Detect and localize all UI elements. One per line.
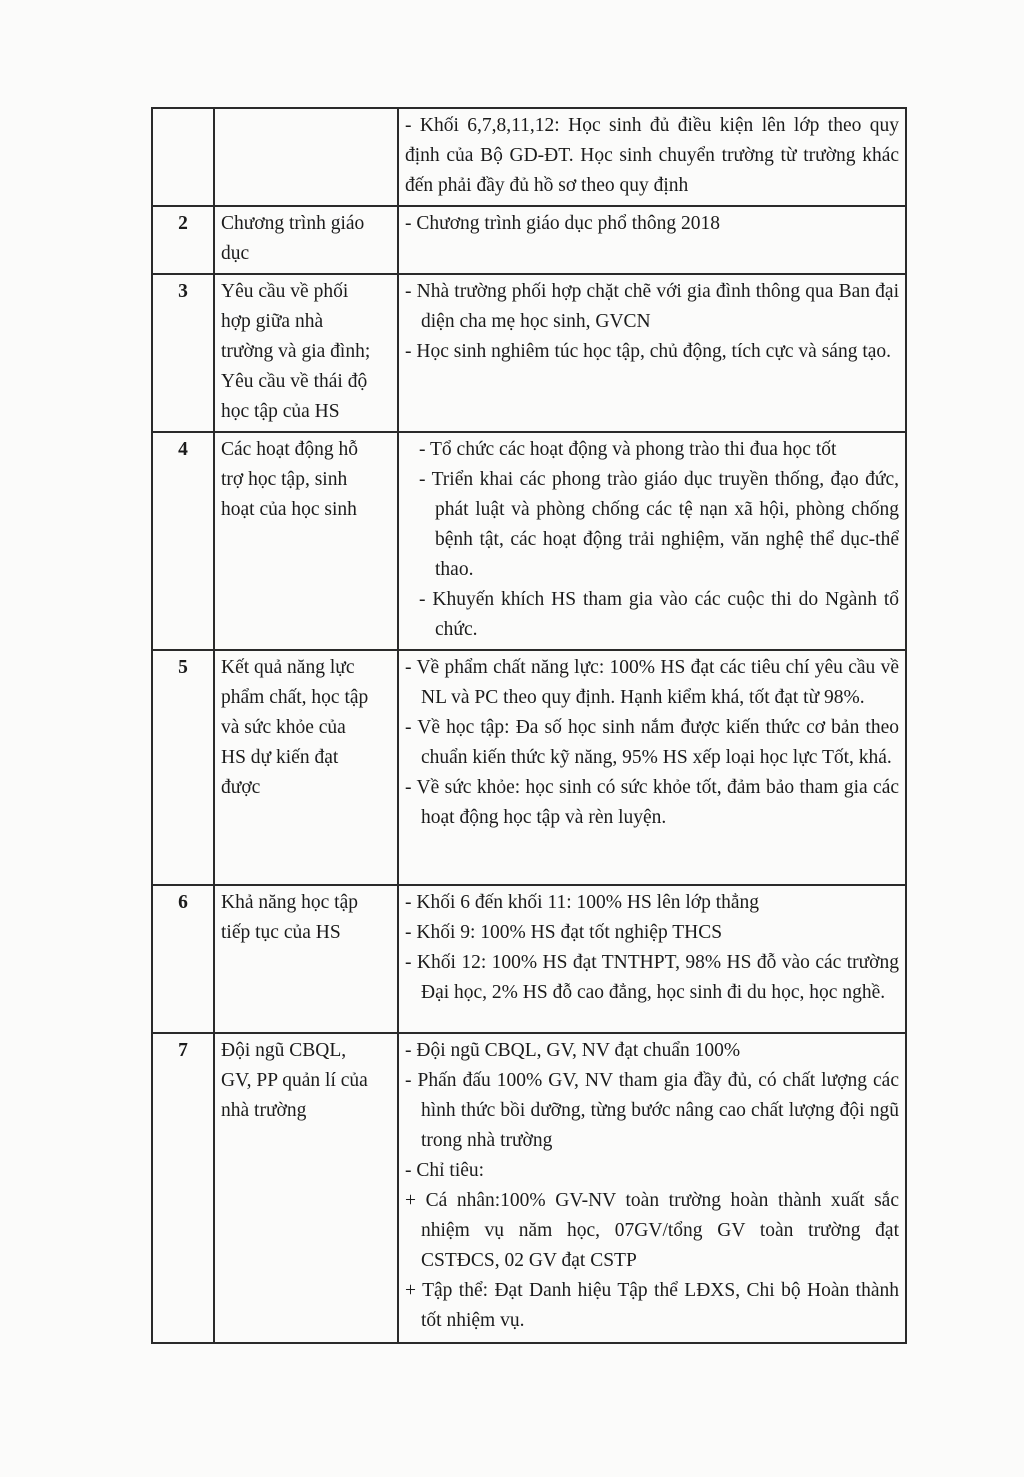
row-number: 2	[152, 206, 214, 274]
row-number: 3	[152, 274, 214, 432]
content-item: - Khối 9: 100% HS đạt tốt nghiệp THCS	[405, 922, 723, 943]
content-item: - Đội ngũ CBQL, GV, NV đạt chuẩn 100%	[405, 1040, 741, 1061]
title-line: Yêu cầu về thái độ	[221, 371, 368, 392]
row-title	[214, 1033, 398, 1343]
title-line: GV, PP quản lí của	[221, 1070, 368, 1091]
title-line: và sức khỏe của	[221, 717, 346, 738]
row-content	[398, 206, 906, 274]
title-line: tiếp tục của HS	[221, 922, 341, 943]
title-line: dục	[221, 243, 250, 264]
table-row	[152, 432, 906, 650]
table-row	[152, 1033, 906, 1343]
row-content	[398, 432, 906, 650]
title-line: hợp giữa nhà	[221, 311, 324, 332]
row-number: 7	[152, 1033, 214, 1343]
row-title	[214, 274, 398, 432]
title-line: Các hoạt động hỗ	[221, 439, 359, 460]
title-line: trợ học tập, sinh	[221, 469, 348, 490]
content-item: - Tổ chức các hoạt động và phong trào thi đua học tốt	[419, 439, 837, 460]
content-item: - Chương trình giáo dục phổ thông 2018	[405, 213, 720, 234]
title-line: Kết quả năng lực	[221, 657, 355, 678]
row-content	[398, 274, 906, 432]
row-number: 6	[152, 885, 214, 1033]
title-line: HS dự kiến đạt	[221, 747, 339, 768]
content-item: - Khuyến khích HS tham gia vào các cuộc thi do Ngành tổ chức.	[419, 589, 899, 640]
content-item: - Về phẩm chất năng lực: 100% HS đạt các tiêu chí yêu cầu về NL và PC theo quy định. Hạnh kiểm khá, tốt đạt từ 98%.	[405, 657, 899, 708]
plan-table	[151, 107, 907, 1344]
title-line: được	[221, 777, 261, 798]
title-line: Yêu cầu về phối	[221, 281, 349, 302]
title-line: Khả năng học tập	[221, 892, 358, 913]
content-item: - Về sức khỏe: học sinh có sức khỏe tốt, đảm bảo tham gia các hoạt động học tập và rèn luyện.	[405, 777, 899, 828]
title-line: Đội ngũ CBQL,	[221, 1040, 347, 1061]
table-row	[152, 274, 906, 432]
row-title	[214, 432, 398, 650]
row-content	[398, 108, 906, 206]
title-line: Chương trình giáo	[221, 213, 365, 234]
row-title	[214, 108, 398, 206]
row-content	[398, 650, 906, 885]
content-item: - Triển khai các phong trào giáo dục truyền thống, đạo đức, phát luật và phòng chống các tệ nạn xã hội, phòng chống bệnh tật, các hoạt động trải nghiệm, văn nghệ thể dục-thể thao.	[419, 469, 899, 580]
content-item: + Cá nhân:100% GV-NV toàn trường hoàn thành xuất sắc nhiệm vụ năm học, 07GV/tổng GV toàn trường đạt CSTĐCS, 02 GV đạt CSTP	[405, 1190, 899, 1271]
row-title	[214, 650, 398, 885]
title-line: nhà trường	[221, 1100, 307, 1121]
row-title	[214, 206, 398, 274]
table-row	[152, 206, 906, 274]
row-number: 5	[152, 650, 214, 885]
content-item: - Về học tập: Đa số học sinh nắm được kiến thức cơ bản theo chuẩn kiến thức kỹ năng, 95% HS xếp loại học lực Tốt, khá.	[405, 717, 899, 768]
content-item: - Khối 6 đến khối 11: 100% HS lên lớp thẳng	[405, 892, 760, 913]
table-row	[152, 650, 906, 885]
row-title	[214, 885, 398, 1033]
table-row	[152, 108, 906, 206]
content-line: - Khối 6,7,8,11,12: Học sinh đủ điều kiện lên lớp theo quy định của Bộ GD-ĐT. Học sinh chuyển trường từ trường khác đến phải đầy đủ hồ sơ theo quy định	[405, 115, 899, 196]
row-number: 4	[152, 432, 214, 650]
title-line: hoạt của học sinh	[221, 499, 357, 520]
row-number	[152, 108, 214, 206]
content-item: - Chỉ tiêu:	[405, 1160, 485, 1181]
row-content	[398, 1033, 906, 1343]
content-item: - Nhà trường phối hợp chặt chẽ với gia đình thông qua Ban đại diện cha mẹ học sinh, GVCN	[405, 281, 899, 332]
title-line: trường và gia đình;	[221, 341, 371, 362]
title-line: phẩm chất, học tập	[221, 687, 369, 708]
content-item: + Tập thể: Đạt Danh hiệu Tập thể LĐXS, Chi bộ Hoàn thành tốt nhiệm vụ.	[405, 1280, 899, 1331]
content-item: - Học sinh nghiêm túc học tập, chủ động, tích cực và sáng tạo.	[405, 341, 892, 362]
content-item: - Phấn đấu 100% GV, NV tham gia đầy đủ, có chất lượng các hình thức bồi dưỡng, từng bước nâng cao chất lượng đội ngũ trong nhà trường	[405, 1070, 899, 1151]
title-line: học tập của HS	[221, 401, 340, 422]
content-item: - Khối 12: 100% HS đạt TNTHPT, 98% HS đỗ vào các trường Đại học, 2% HS đỗ cao đẳng, học sinh đi du học, học nghề.	[405, 952, 899, 1003]
table-row	[152, 885, 906, 1033]
row-content	[398, 885, 906, 1033]
